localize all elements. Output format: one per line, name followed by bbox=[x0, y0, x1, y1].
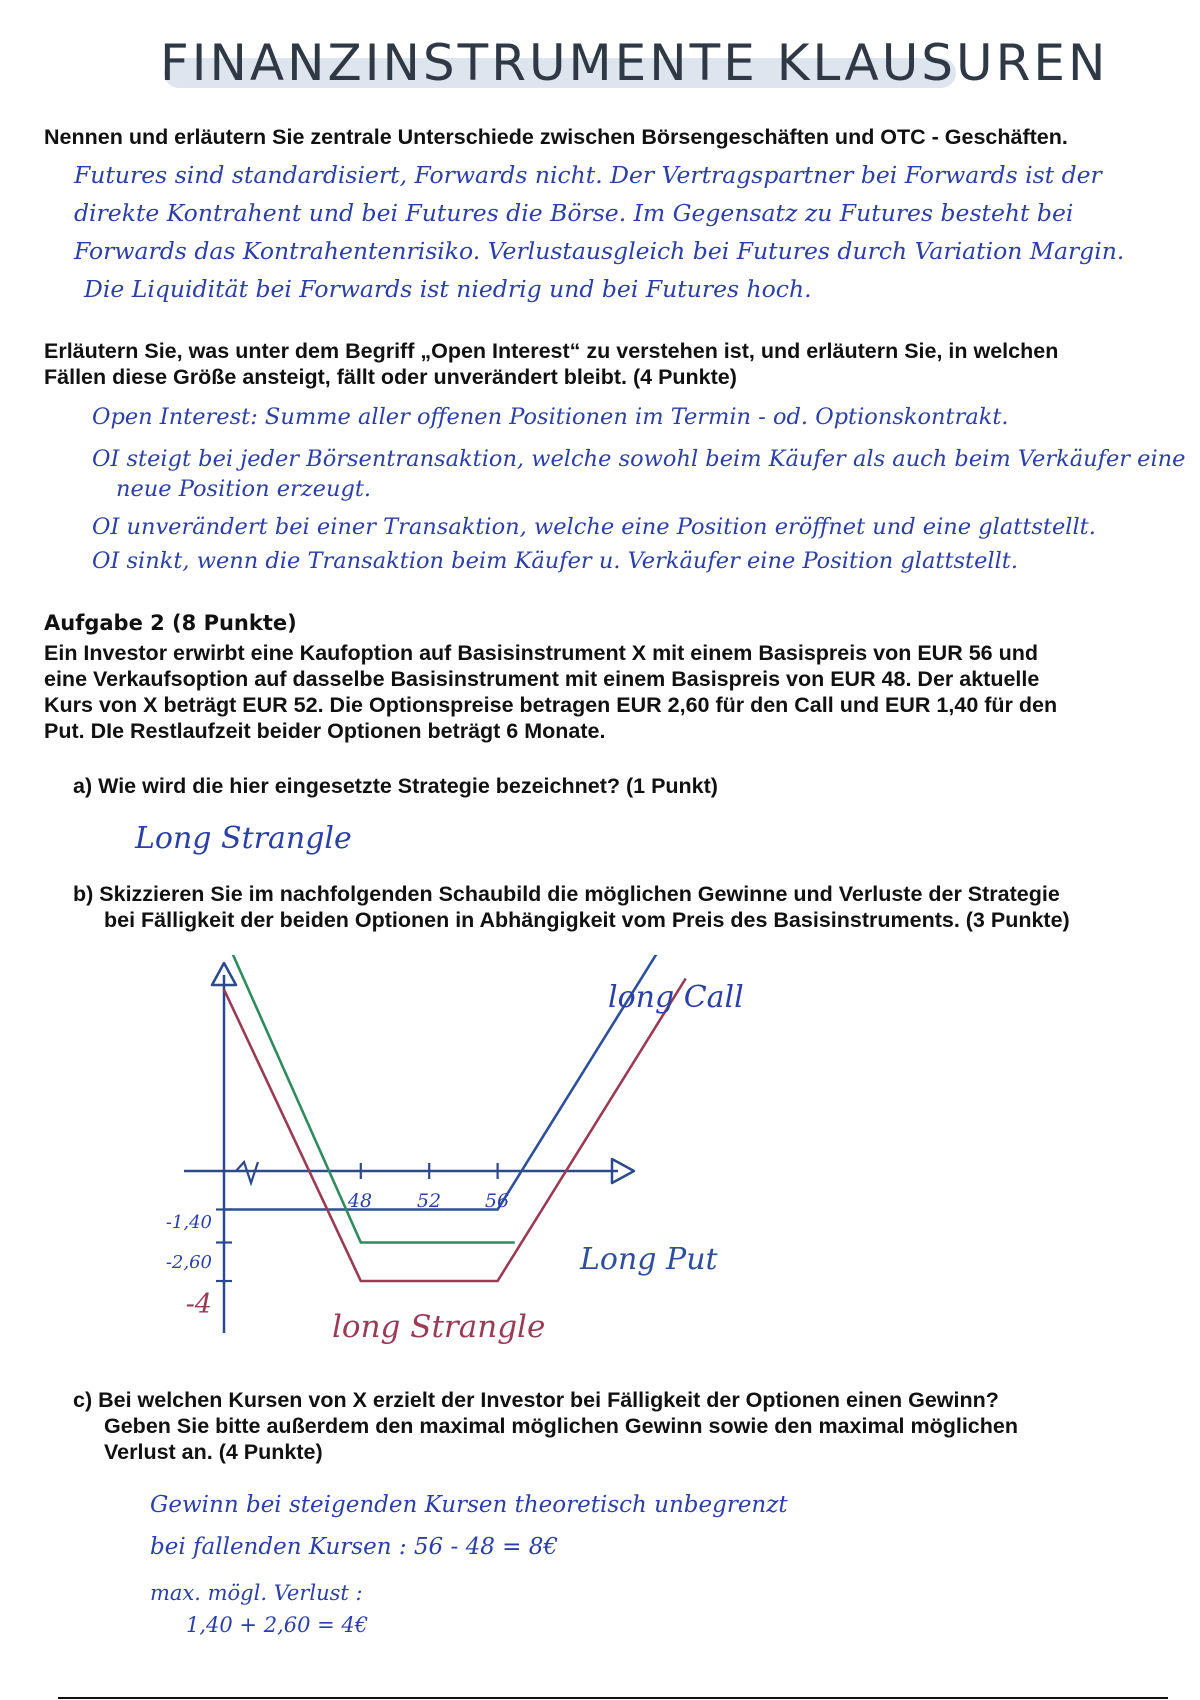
answer-line: direkte Kontrahent und bei Futures die Börse. Im Gegensatz zu Futures besteht bei bbox=[74, 199, 1074, 227]
axis-break-mark bbox=[236, 1162, 258, 1183]
answer-line: OI sinkt, wenn die Transaktion beim Käufer u. Verkäufer eine Position glattstellt. bbox=[92, 548, 1018, 574]
question-line: Verlust an. (4 Punkte) bbox=[104, 1440, 323, 1464]
question-otc: Nennen und erläutern Sie zentrale Unterschiede zwischen Börsengeschäften und OTC - Geschäften. bbox=[44, 125, 1068, 149]
question-line: Geben Sie bitte außerdem den maximal möglichen Gewinn sowie den maximal möglichen bbox=[104, 1414, 1018, 1438]
y-tick-label-call-premium: -1,40 bbox=[165, 1212, 212, 1233]
label-long-call: long Call bbox=[608, 980, 744, 1015]
question-b bbox=[73, 881, 1200, 933]
label-long-strangle: long Strangle bbox=[332, 1309, 546, 1345]
x-tick-label-56: 56 bbox=[484, 1190, 510, 1212]
question-line: c) Bei welchen Kursen von X erzielt der Investor bei Fälligkeit der Optionen einen Gewinn? bbox=[73, 1388, 999, 1412]
question-open-interest bbox=[44, 338, 1174, 390]
answer-line: Gewinn bei steigenden Kursen theoretisch unbegrenzt bbox=[150, 1492, 788, 1518]
answer-line: Die Liquidität bei Forwards ist niedrig und bei Futures hoch. bbox=[84, 275, 812, 303]
answer-line: Futures sind standardisiert, Forwards nicht. Der Vertragspartner bei Forwards ist der bbox=[74, 161, 1102, 189]
x-tick-label-48: 48 bbox=[347, 1190, 373, 1212]
question-a: a) Wie wird die hier eingesetzte Strategie bezeichnet? (1 Punkt) bbox=[73, 774, 718, 798]
answer-line: 1,40 + 2,60 = 4€ bbox=[186, 1613, 369, 1637]
task-line: Kurs von X beträgt EUR 52. Die Optionspreise betragen EUR 2,60 für den Call und EUR 1,40 für den bbox=[44, 693, 1058, 717]
y-tick-label-put-premium: -2,60 bbox=[165, 1252, 212, 1273]
answer-line: OI steigt bei jeder Börsentransaktion, welche sowohl beim Käufer als auch beim Verkäufer eine bbox=[92, 446, 1186, 472]
label-long-put: Long Put bbox=[580, 1242, 718, 1277]
task2-text bbox=[44, 640, 1174, 744]
payoff-chart-lines bbox=[216, 1163, 498, 1281]
answer-line: Open Interest: Summe aller offenen Positionen im Termin - od. Optionskontrakt. bbox=[92, 404, 1009, 430]
question-line: bei Fälligkeit der beiden Optionen in Abhängigkeit vom Preis des Basisinstruments. (3 Punkte) bbox=[104, 908, 1070, 932]
page-title: FINANZINSTRUMENTE KLAUSUREN bbox=[160, 34, 1109, 92]
task2-heading: Aufgabe 2 (8 Punkte) bbox=[44, 611, 297, 635]
question-line: b) Skizzieren Sie im nachfolgenden Schaubild die möglichen Gewinne und Verluste der Strategie bbox=[73, 882, 1060, 906]
answer-c bbox=[150, 1484, 788, 1640]
task-line: Put. DIe Restlaufzeit beider Optionen beträgt 6 Monate. bbox=[44, 719, 606, 743]
answer-otc bbox=[74, 156, 1124, 308]
answer-line: Forwards das Kontrahentenrisiko. Verlustausgleich bei Futures durch Variation Margin. bbox=[74, 237, 1125, 265]
question-line: Erläutern Sie, was unter dem Begriff „Open Interest“ zu verstehen ist, und erläutern Sie, in welchen bbox=[44, 339, 1059, 363]
series-long-strangle bbox=[224, 979, 686, 1282]
question-line: Fällen diese Größe ansteigt, fällt oder unverändert bleibt. (4 Punkte) bbox=[44, 365, 737, 389]
bottom-rule bbox=[58, 1697, 1168, 1699]
answer-a: Long Strangle bbox=[135, 821, 352, 856]
task-line: eine Verkaufsoption auf dasselbe Basisinstrument mit einem Basispreis von EUR 48. Der aktuelle bbox=[44, 667, 1040, 691]
answer-line: OI unverändert bei einer Transaktion, welche eine Position eröffnet und eine glattstellt. bbox=[92, 514, 1096, 540]
task-line: Ein Investor erwirbt eine Kaufoption auf Basisinstrument X mit einem Basispreis von EUR 56 und bbox=[44, 641, 1038, 665]
x-tick-label-52: 52 bbox=[416, 1190, 442, 1212]
title-block bbox=[160, 28, 1109, 98]
answer-line: max. mögl. Verlust : bbox=[150, 1581, 363, 1605]
answer-open-interest bbox=[92, 400, 1186, 578]
payoff-chart bbox=[140, 955, 780, 1365]
answer-line: bei fallenden Kursen : 56 - 48 = 8€ bbox=[150, 1534, 558, 1560]
answer-line: neue Position erzeugt. bbox=[116, 476, 372, 502]
y-tick-label-total-premium: -4 bbox=[185, 1289, 212, 1320]
question-c bbox=[73, 1387, 1200, 1465]
